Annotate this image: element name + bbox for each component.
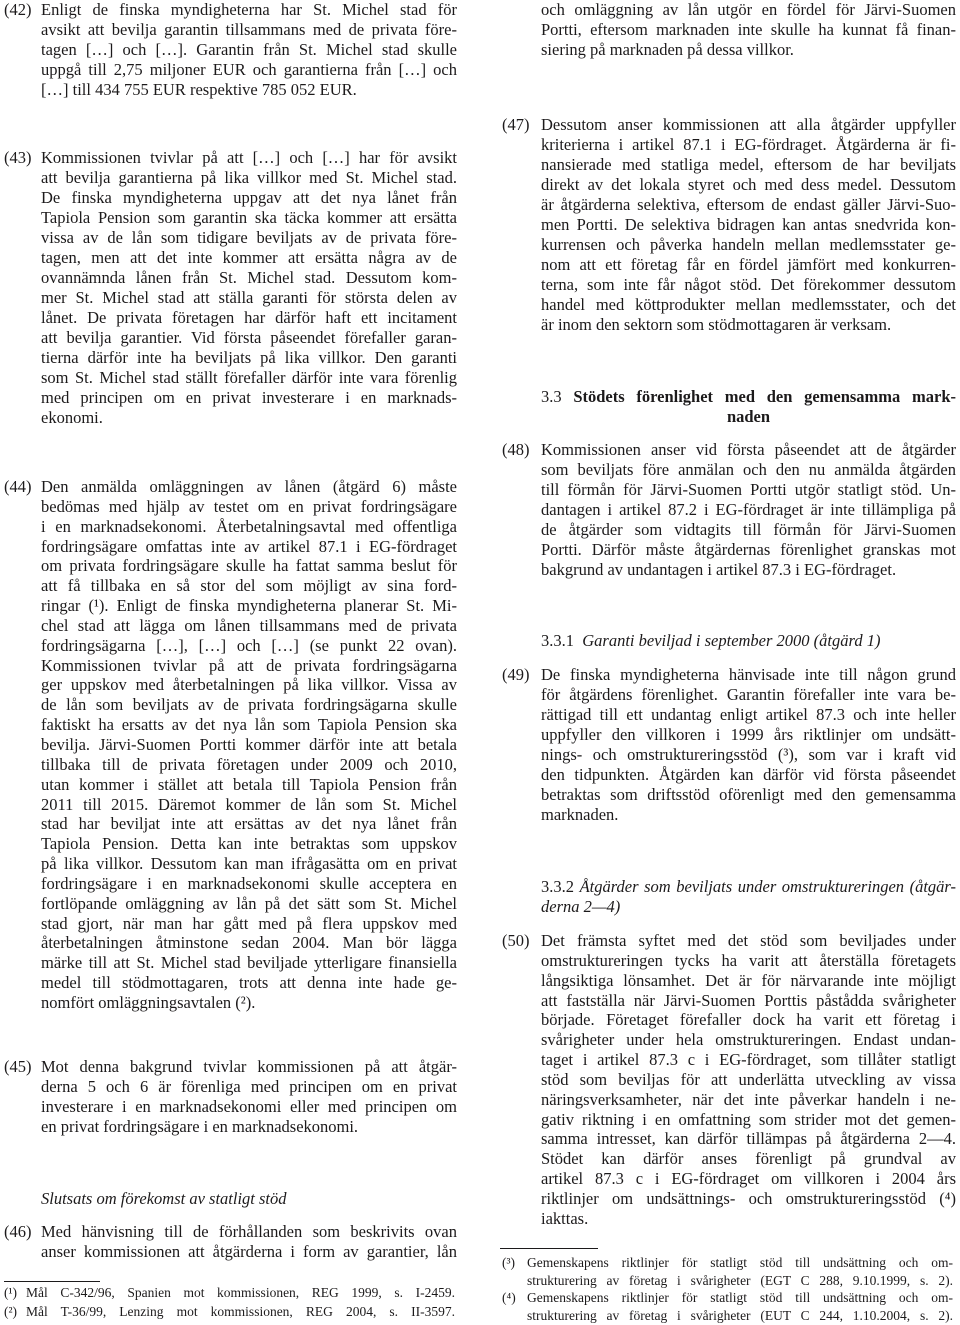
text-line: nom att ett företag får en fördel jämfört med konkurren-	[541, 255, 956, 274]
text-line: De finska myndigheterna uppgav att det nya lånet från	[41, 188, 457, 207]
text-line: Portti, eftersom marknaden inte skulle ha kunnat få finan-	[541, 20, 956, 39]
text-line: Det främsta syftet med det stöd som beviljades under	[541, 931, 956, 950]
text-line: fortlöpande omläggning av lån på det sätt som St. Michel	[41, 893, 457, 913]
text-line: Dessutom anser kommissionen att alla åtgärder uppfyller	[541, 115, 956, 134]
text-line: Gemenskapens riktlinjer för statligt stöd till undsättning och om-	[527, 1290, 953, 1305]
text-line: terna, som inte får något stöd. Det förekommer dessutom	[541, 275, 956, 294]
text-line: bakgrund av undantagen i artikel 87.3 i EG-fördraget.	[541, 560, 897, 579]
section-title: naden	[726, 407, 771, 426]
text-line: samma intresset, kan därför tillämpas på åtgärderna 2—4.	[541, 1129, 956, 1149]
text-line: att bevilja garantier. Vid första påseendet förefaller garan-	[41, 328, 457, 347]
text-line: Kommissionen tvivlar på att […] och […] har för avsikt	[41, 148, 457, 167]
paragraph-number: (49)	[502, 665, 530, 684]
heading-line	[541, 407, 956, 427]
subheading-conclusion	[41, 1189, 457, 1209]
text-line: märke till att St. Michel stad beviljade ytterligare finansiella	[41, 953, 457, 973]
heading-line	[541, 387, 956, 407]
text-line: […] till 434 755 EUR respektive 785 052 EUR.	[41, 80, 357, 99]
paragraph-number: (47)	[502, 115, 530, 134]
paragraph-number: (48)	[502, 440, 530, 459]
paragraph-body	[541, 931, 956, 1229]
footnote-number: (³)	[502, 1255, 516, 1270]
section-heading-3-3-1	[541, 631, 956, 651]
section-title: Åtgärder som beviljats under omstruktureringen (åtgär-	[579, 877, 956, 896]
text-line: som St. Michel stad ställt förefaller därför inte vara förenlig	[41, 368, 457, 387]
text-line: Kommissionen anser vid första påseendet att de åtgärder	[541, 440, 956, 459]
section-title: Garanti beviljad i september 2000 (åtgärd 1)	[582, 631, 881, 650]
text-line: riktlinjer om undsättnings- och omstruktureringsstöd (⁴)	[541, 1188, 956, 1208]
text-line: marknaden.	[541, 805, 619, 824]
text-line: stad har beviljat inte att ersättas av det nya lånet från	[41, 814, 457, 834]
text-line: kriterierna i artikel 87.1 i EG-fördraget. Åtgärderna är fi-	[541, 135, 956, 154]
text-line: investerare i en marknadsekonomi eller med principen om	[41, 1097, 457, 1116]
paragraph-body	[541, 0, 956, 60]
section-heading-3-3-2	[541, 877, 956, 917]
text-line: Stödet kan därför anses förenligt på grundval av	[541, 1149, 956, 1169]
text-line: ovannämnda lånen från St. Michel stad. Dessutom kom-	[41, 268, 457, 287]
text-line: att fastställa när Järvi-Suomen Porttis påstådda svårigheter	[541, 990, 956, 1010]
paragraph-body	[41, 477, 457, 1013]
text-line: som beviljats före anmälan och den nu anmälda åtgärden	[541, 460, 956, 479]
text-line: derna 5 och 6 är förenliga med principen om en privat	[41, 1077, 457, 1096]
text-line: i en marknadsekonomi. Återbetalningsavtal med offentliga	[41, 516, 457, 536]
text-line: började. Företaget förefaller dock ha varit ett företag i	[541, 1010, 956, 1030]
section-heading-3-3	[541, 387, 956, 427]
footnote-separator	[4, 1281, 100, 1282]
text-line: Med hänvisning till de förhållanden som beskrivits ovan	[41, 1222, 457, 1241]
text-line: siering på marknaden på dessa villkor.	[541, 40, 794, 59]
heading-line	[541, 897, 956, 917]
text-line: direkt av det lokala styret och med dess medel. Dessutom	[541, 175, 956, 194]
section-number: 3.3.1	[541, 631, 574, 650]
text-line: strukturering av företag i svårigheter (EUT C 244, 1.10.2004, s. 2).	[527, 1307, 953, 1323]
text-line: tierna därför inte ha beviljats på lika villkor. Den garanti	[41, 348, 457, 367]
text-line: betraktas som driftsstöd oförenligt med den gemensamma	[541, 785, 956, 804]
text-line: vissa av de lån som tidigare beviljats av de privata före-	[41, 228, 457, 247]
paragraph-body	[41, 148, 457, 428]
text-line: till förmån för Järvi-Suomen Portti utgör statligt stöd. Un-	[541, 480, 956, 499]
text-line: återbetalningen åtminstone sedan 2004. Man bör lägga	[41, 933, 457, 953]
text-line: iakttas.	[541, 1208, 589, 1228]
text-line: nansierade med statliga medel, eftersom de har beviljats	[541, 155, 956, 174]
text-line: med principen om en privat investerare i en marknads-	[41, 388, 457, 407]
text-line: Den anmälda omläggningen av lånen (åtgärd 6) måste	[41, 477, 457, 496]
text-line: chel stad att lägga om lånen tillsammans med de privata	[41, 615, 457, 635]
text-line: stöd som beviljas för att underlätta utveckling av vissa	[541, 1069, 956, 1089]
text-line: en privat fordringsägare i en marknadsekonomi.	[41, 1117, 359, 1136]
text-line: De finska myndigheterna hänvisade inte till någon grund	[541, 665, 956, 684]
paragraph-body	[541, 665, 956, 825]
text-line: rättigad till ett undantag enligt artikel 87.3 och inte heller	[541, 705, 956, 724]
paragraph-body	[41, 1057, 457, 1137]
section-title: derna 2—4)	[541, 897, 621, 916]
text-line: uppfyller den villkoren i 1999 års riktlinjer om undsätt-	[541, 725, 956, 744]
text-line: 2011 till 2015. Däremot kommer de lån som St. Michel	[41, 794, 457, 814]
footnote-text	[527, 1254, 953, 1289]
text-line: medel till stödmottagaren, trots att denna inte hade ge-	[41, 973, 457, 993]
footnote-text	[26, 1302, 455, 1321]
text-line: avsikt att bevilja garantin tillsammans med de privata före-	[41, 20, 457, 39]
text-line: den tidpunkten. Åtgärden kan därför vid första påseendet	[541, 765, 956, 784]
text-line: gativ riktning i en omfattning som strider mot det gemen-	[541, 1109, 956, 1129]
text-line: handel med köttprodukter mellan medlemsstater, och det	[541, 295, 956, 314]
paragraph-number: (46)	[4, 1222, 32, 1241]
text-line: taget i artikel 87.3 c i EG-fördraget, som tillåter statligt	[541, 1050, 956, 1070]
text-line: kurrensen och påverka handeln mellan medlemsstater ge-	[541, 235, 956, 254]
heading-text: Slutsats om förekomst av statligt stöd	[41, 1189, 287, 1208]
heading-line	[541, 631, 956, 651]
text-line: att bevilja garantierna på lika villkor med St. Michel stad.	[41, 168, 457, 187]
footnote-text	[26, 1283, 455, 1302]
text-line: strukturering av företag i svårigheter (EGT C 288, 9.10.1999, s. 2).	[527, 1272, 953, 1288]
section-number: 3.3.2	[541, 877, 574, 896]
text-line: är åtgärderna selektiva, eftersom de endast gäller Järvi-Suo-	[541, 195, 956, 214]
text-line: stad gjort, när man har gått med på flera uppskov med	[41, 913, 457, 933]
text-line: Kommissionen tvivlar på att de privata fordringsägarna	[41, 655, 457, 675]
text-line: fordringsägarna […], […] och […] (se punkt 22 ovan).	[41, 635, 457, 655]
text-line: omstruktureringen tycks ha varit att återställa företagets	[541, 950, 956, 970]
text-line: dantagen i artikel 87.2 i EG-fördraget är inte tillämpliga på	[541, 500, 956, 519]
text-line: och omläggning av lån utgör en fördel för Järvi-Suomen	[541, 0, 956, 19]
text-line: långsiktiga lönsamhet. Det är för närvarande inte möjligt	[541, 970, 956, 990]
footnote-number: (¹)	[4, 1285, 18, 1300]
text-line: fordringsägare i en marknadsekonomi skulle acceptera en	[41, 873, 457, 893]
right-column	[502, 0, 956, 1325]
paragraph-body	[41, 0, 457, 100]
text-line: faktiskt ha ersatts av det nya lån som Tapiola Pension ska	[41, 715, 457, 735]
section-number: 3.3	[541, 387, 562, 406]
text-line: nomfört omläggningsavtalen (²).	[41, 992, 256, 1012]
text-line: fordringsägare omfattas inte av artikel 87.1 i EG-fördraget	[41, 536, 457, 556]
text-line: på lika villkor. Dessutom kan man ifrågasätta om en privat	[41, 854, 457, 874]
text-line: Portti. Därför måste åtgärdernas förenlighet granskas mot	[541, 540, 956, 559]
paragraph-number: (43)	[4, 148, 32, 167]
text-line: Gemenskapens riktlinjer för statligt stöd till undsättning och om-	[527, 1255, 953, 1270]
text-line: nings- och omstruktureringsstöd (³), som var i kraft vid	[541, 745, 956, 764]
text-line: men Portti. De selektiva bidragen kan antas snedvrida kon-	[541, 215, 956, 234]
text-line: Tapiola Pension. Detta kan inte betraktas som uppskov	[41, 834, 457, 854]
footnote-text	[527, 1289, 953, 1324]
text-line: tillbaka till de privata företagen under 2009 och 2010,	[41, 754, 457, 774]
text-line: att få tillbaka en så stor del som möjligt av sina ford-	[41, 576, 457, 596]
text-line: för åtgärdens förenlighet. Garantin förefaller inte vara be-	[541, 685, 956, 704]
text-line: tagen, men att det inte kommer att ersätta några av de	[41, 248, 457, 267]
text-line: Mål T-36/99, Lenzing mot kommissionen, REG 2004, s. II-3597.	[26, 1304, 455, 1319]
text-line: ringar (¹). Enligt de finska myndigheterna planerar St. Mi-	[41, 596, 457, 616]
text-line: näringsverksamheter, när det inte påverkar handeln i ne-	[541, 1089, 956, 1109]
text-line: anser kommissionen att åtgärderna i form av garantier, lån	[41, 1242, 457, 1261]
paragraph-body	[541, 440, 956, 580]
text-line: uppgå till 2,75 miljoner EUR och garantierna från […] och	[41, 60, 457, 79]
text-line: är inom den sektorn som stödmottagaren är verksam.	[541, 315, 892, 334]
left-column	[4, 0, 457, 1325]
text-line: ger uppskov med återbetalningen på lika villkor. Vissa av	[41, 675, 457, 695]
paragraph-number: (45)	[4, 1057, 32, 1076]
text-line: Tapiola Pension som garantin ska täcka kommer att ersätta	[41, 208, 457, 227]
paragraph-body	[41, 1222, 457, 1262]
text-line: artikel 87.3 c i EG-fördraget om villkoren i 2004 års	[541, 1169, 956, 1189]
paragraph-body	[541, 115, 956, 335]
text-line: bedömas med hjälp av testet om en privat fordringsägare	[41, 496, 457, 516]
text-line: Mot denna bakgrund tvivlar kommissionen på att åtgär-	[41, 1057, 457, 1076]
text-line: utan kommer i stället att betala till Tapiola Pension från	[41, 774, 457, 794]
text-line: mer St. Michel stad att ställa garanti för största delen av	[41, 288, 457, 307]
text-line: lånet. De privata företagen har därför haft ett incitament	[41, 308, 457, 327]
text-line: ekonomi.	[41, 408, 103, 427]
paragraph-number: (50)	[502, 931, 530, 950]
text-line: de lån som beviljats av de privata fordringsägarna skulle	[41, 695, 457, 715]
heading-line	[541, 877, 956, 897]
paragraph-number: (44)	[4, 477, 32, 496]
paragraph-number: (42)	[4, 0, 32, 19]
text-line: Mål C-342/96, Spanien mot kommissionen, REG 1999, s. I-2459.	[26, 1285, 455, 1300]
text-line: om privata fordringsägare skulle ha fattat samma beslut för	[41, 556, 457, 576]
text-line: tagen […] och […]. Garantin från St. Michel stad skulle	[41, 40, 457, 59]
section-title: Stödets förenlighet med den gemensamma mark-	[573, 387, 956, 406]
footnote-number: (²)	[4, 1304, 18, 1319]
footnote-number: (⁴)	[502, 1290, 516, 1305]
text-line: Enligt de finska myndigheterna har St. Michel stad för	[41, 0, 457, 19]
text-line: bevilja. Järvi-Suomen Portti kommer därför inte att betala	[41, 734, 457, 754]
text-line: de åtgärder som vidtagits till förmån för Järvi-Suomen	[541, 520, 956, 539]
text-line: svårigheter under hela omstruktureringen. Endast undan-	[541, 1030, 956, 1050]
footnote-separator	[500, 1248, 598, 1249]
